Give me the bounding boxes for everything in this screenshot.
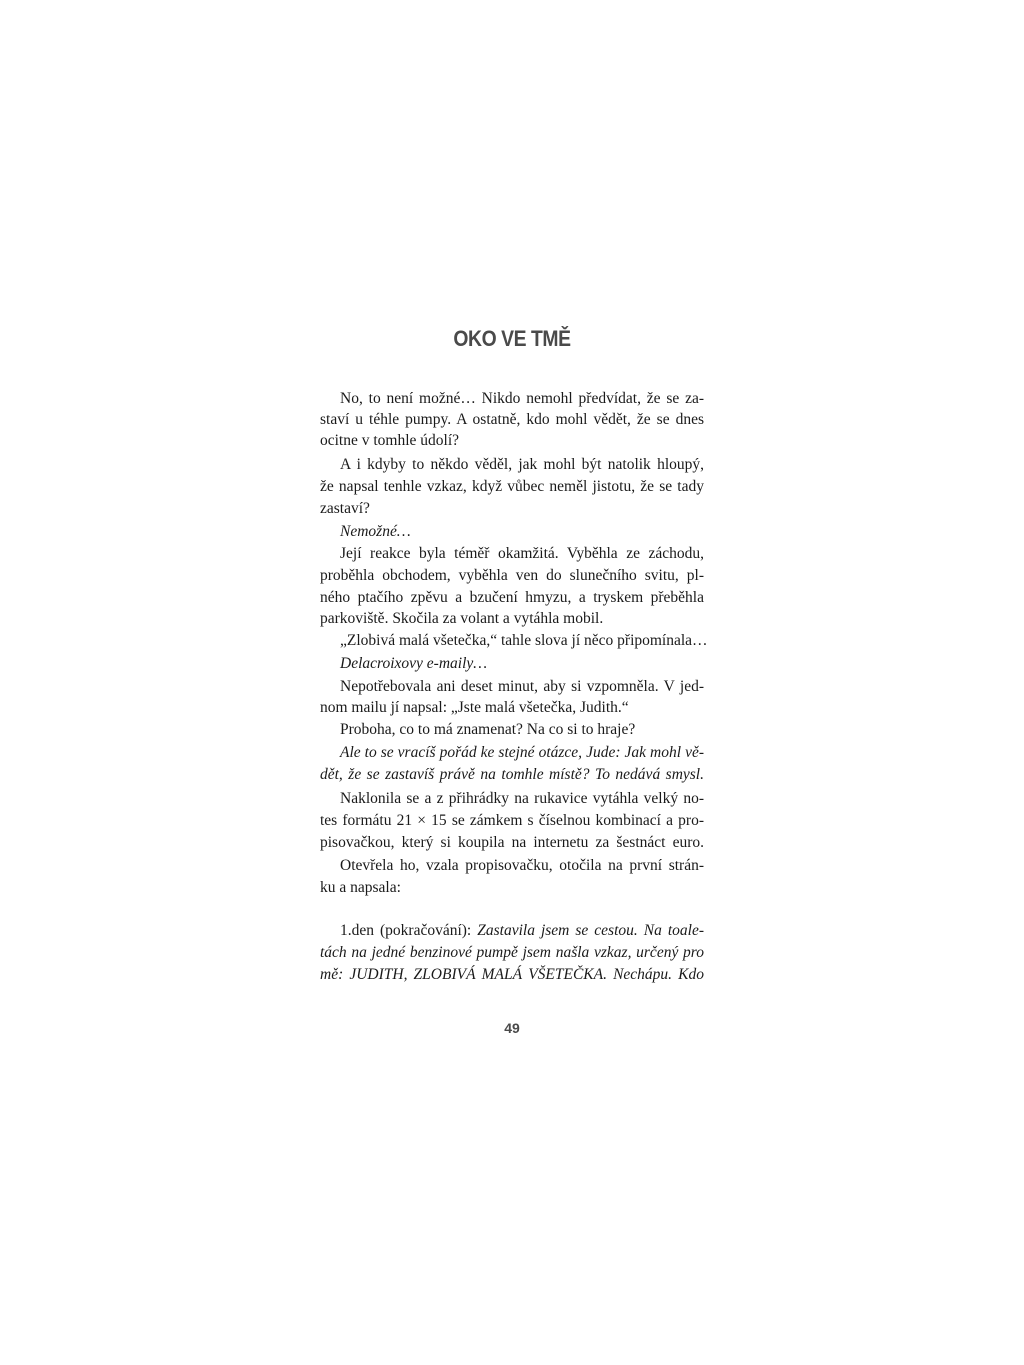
diary-label: 1.den (pokračování): bbox=[340, 922, 478, 939]
text-line: dět, že se zastavíš právě na tomhle místě? To nedává smysl. bbox=[320, 766, 704, 783]
text-line: A i kdyby to někdo věděl, jak mohl být natolik hloupý, bbox=[340, 456, 704, 473]
body-text bbox=[320, 388, 708, 808]
diary-line bbox=[340, 920, 704, 942]
diary-text: Zastavila jsem se cestou. Na toale- bbox=[477, 922, 704, 939]
diary-entry bbox=[320, 920, 704, 990]
text-line: Nemožné… bbox=[340, 523, 411, 540]
text-line: proběhla obchodem, vyběhla ven do slunečního svitu, pl- bbox=[320, 567, 704, 584]
text-line: Nepotřebovala ani deset minut, aby si vzpomněla. V jed- bbox=[340, 678, 704, 695]
text-line: zastaví? bbox=[320, 500, 370, 517]
body-text-continued bbox=[320, 788, 704, 908]
text-line: Proboha, co to má znamenat? Na co si to hraje? bbox=[340, 721, 636, 738]
diary-line: tách na jedné benzinové pumpě jsem našla vzkaz, určený pro bbox=[320, 944, 704, 961]
text-line: Naklonila se a z přihrádky na rukavice vytáhla velký no- bbox=[340, 790, 704, 807]
text-line: že napsal tenhle vzkaz, když vůbec neměl jistotu, že se tady bbox=[320, 478, 704, 495]
text-line: No, to není možné… Nikdo nemohl předvídat, že se za- bbox=[340, 390, 704, 407]
text-line: ného ptačího zpěvu a bzučení hmyzu, a tryskem přeběhla bbox=[320, 589, 704, 606]
text-line: Její reakce byla téměř okamžitá. Vyběhla ze záchodu, bbox=[340, 545, 704, 562]
text-line: tes formátu 21 × 15 se zámkem s číselnou kombinací a pro- bbox=[320, 812, 704, 829]
text-line: nom mailu jí napsal: „Jste malá všetečka, Judith.“ bbox=[320, 699, 629, 716]
text-line: parkoviště. Skočila za volant a vytáhla mobil. bbox=[320, 610, 604, 627]
text-line: Otevřela ho, vzala propisovačku, otočila na první strán- bbox=[340, 857, 704, 874]
page-number: 49 bbox=[504, 1020, 520, 1036]
text-line: Ale to se vracíš pořád ke stejné otázce, Jude: Jak mohl vě- bbox=[340, 744, 704, 761]
text-line: staví u téhle pumpy. A ostatně, kdo mohl vědět, že se dnes bbox=[320, 411, 704, 428]
text-line: Delacroixovy e-maily… bbox=[340, 655, 488, 672]
text-line: ocitne v tomhle údolí? bbox=[320, 432, 460, 449]
text-line: pisovačkou, který si koupila na internetu za šestnáct euro. bbox=[320, 834, 704, 851]
diary-line: mě: JUDITH, ZLOBIVÁ MALÁ VŠETEČKA. Nechápu. Kdo bbox=[320, 966, 704, 983]
text-line: ku a napsala: bbox=[320, 879, 401, 896]
text-line: „Zlobivá malá všetečka,“ tahle slova jí něco připomínala… bbox=[340, 632, 708, 649]
chapter-title: OKO VE TMĚ bbox=[453, 326, 571, 351]
